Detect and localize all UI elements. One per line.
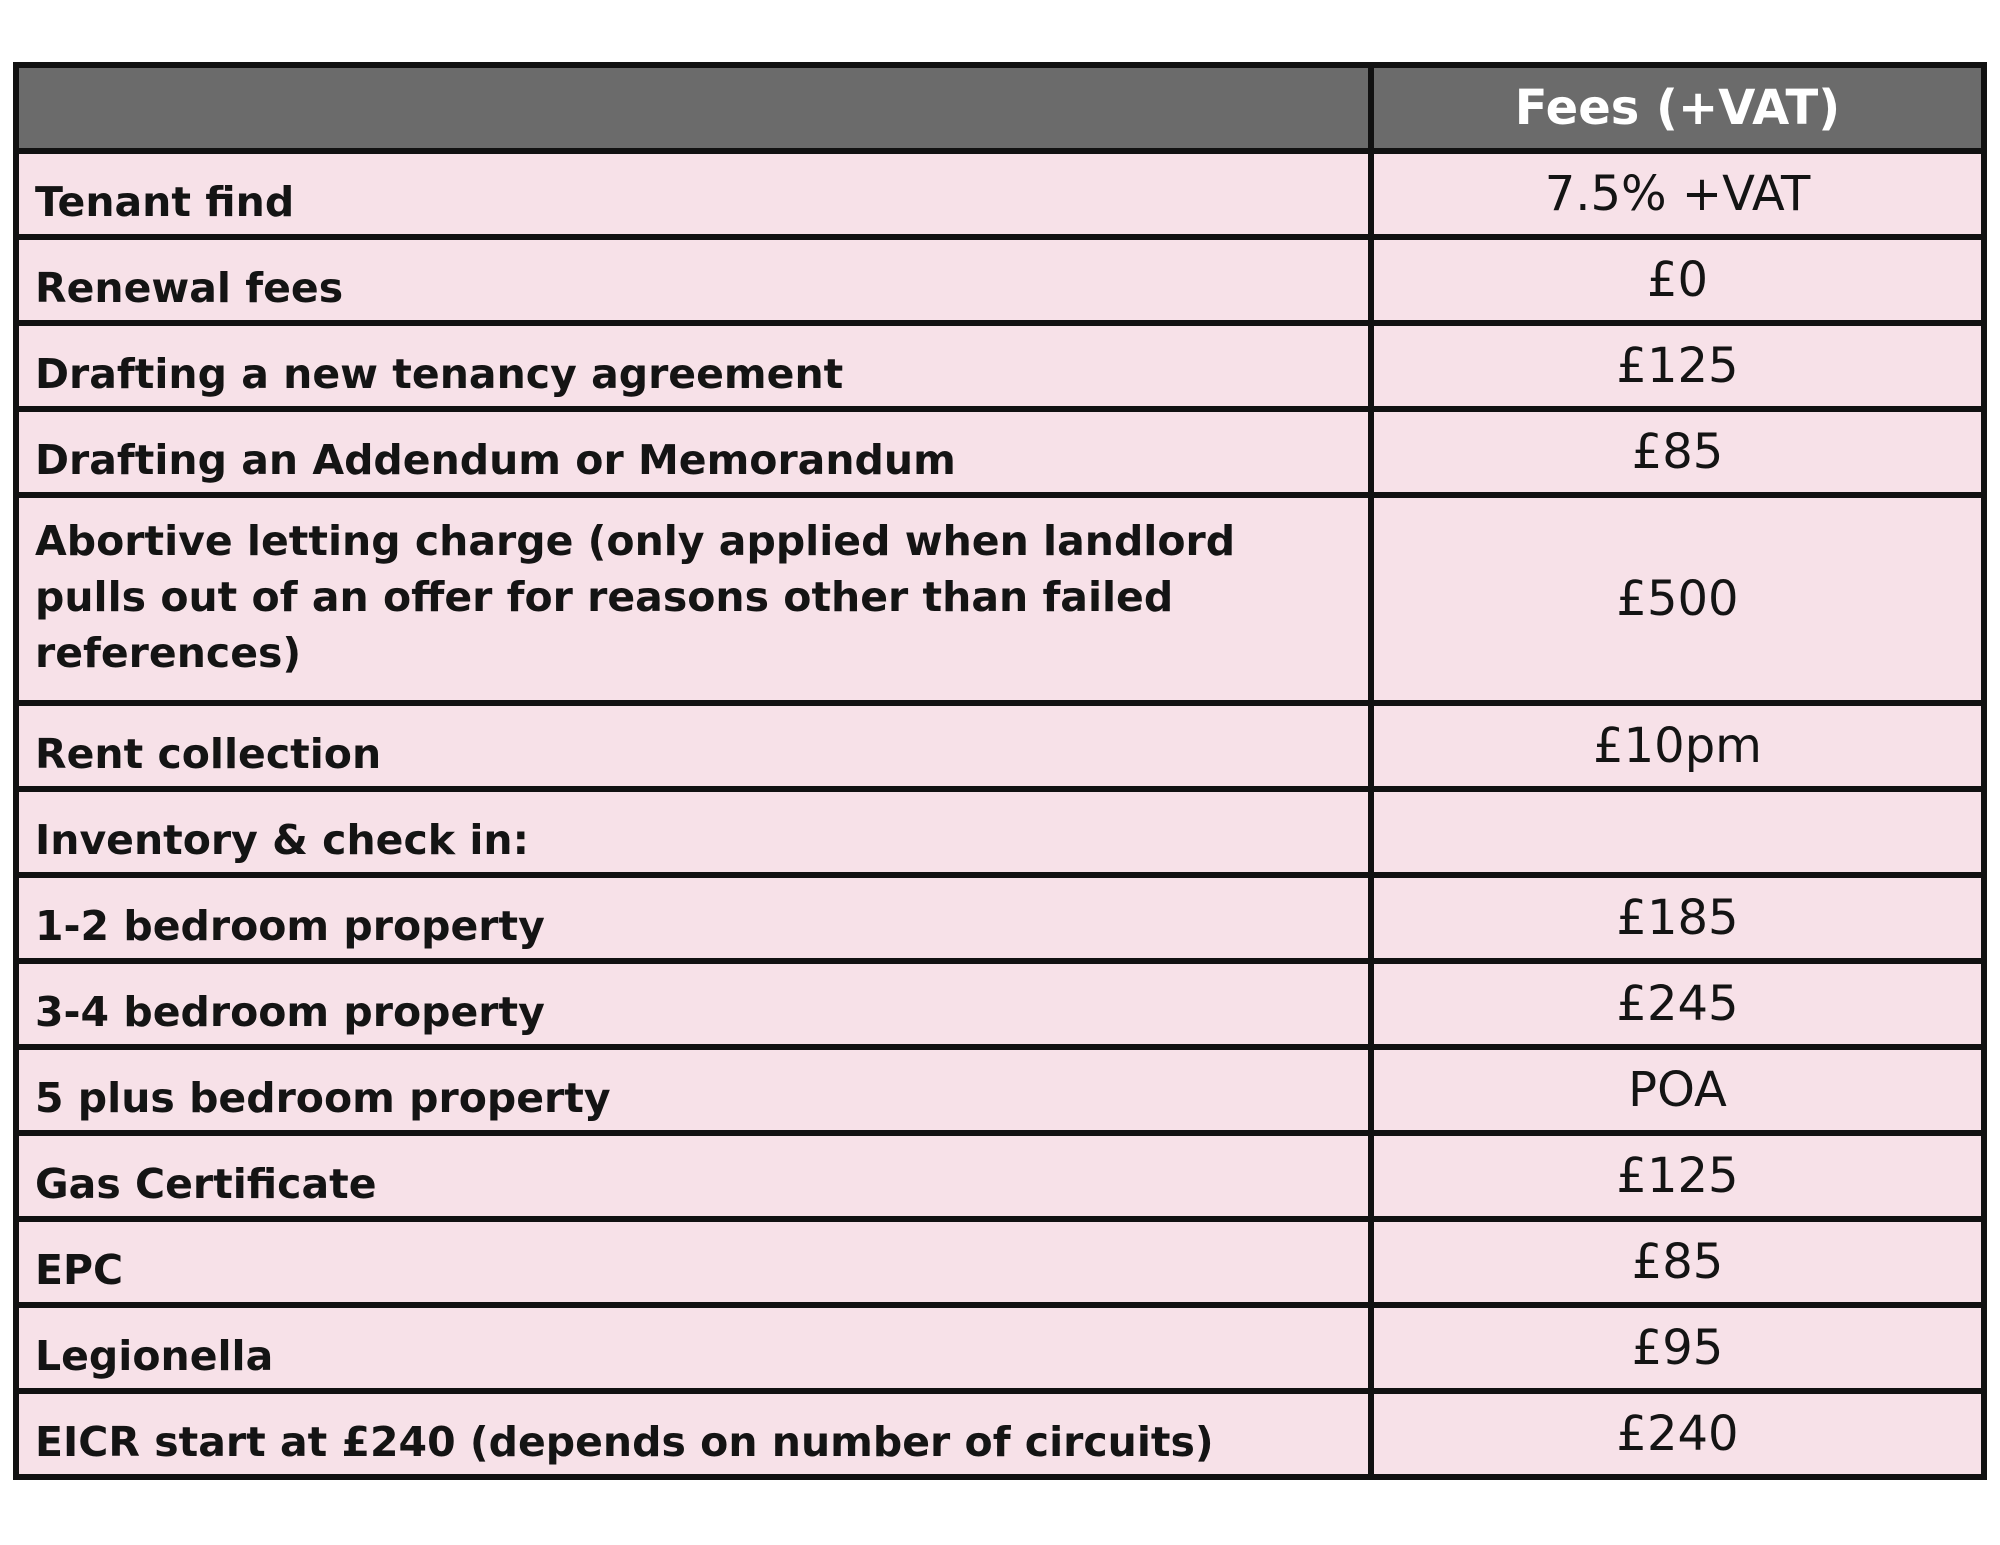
table-row [16, 875, 1984, 961]
table-row [16, 495, 1984, 703]
table-row [16, 1391, 1984, 1477]
service-cell: 5 plus bedroom property [16, 1047, 1371, 1133]
service-cell: Renewal fees [16, 237, 1371, 323]
fee-cell: 7.5% +VAT [1371, 151, 1984, 237]
table-row [16, 1219, 1984, 1305]
service-cell: EICR start at £240 (depends on number of circuits) [16, 1391, 1371, 1477]
service-cell: Rent collection [16, 703, 1371, 789]
service-cell: 1-2 bedroom property [16, 875, 1371, 961]
table-row [16, 1305, 1984, 1391]
fee-cell: £10pm [1371, 703, 1984, 789]
service-cell: Gas Certificate [16, 1133, 1371, 1219]
fee-column-header: Fees (+VAT) [1371, 65, 1984, 151]
service-cell: Tenant find [16, 151, 1371, 237]
fee-cell: £125 [1371, 1133, 1984, 1219]
fee-cell: £95 [1371, 1305, 1984, 1391]
service-column-header [16, 65, 1371, 151]
table-row [16, 1047, 1984, 1133]
fee-cell: POA [1371, 1047, 1984, 1133]
fee-cell: £240 [1371, 1391, 1984, 1477]
table-row [16, 409, 1984, 495]
fee-cell: £245 [1371, 961, 1984, 1047]
table-row [16, 237, 1984, 323]
fee-cell: £0 [1371, 237, 1984, 323]
fee-cell: £125 [1371, 323, 1984, 409]
table-row [16, 961, 1984, 1047]
table-row [16, 789, 1984, 875]
fee-cell: £85 [1371, 1219, 1984, 1305]
table-row [16, 1133, 1984, 1219]
fee-cell: £185 [1371, 875, 1984, 961]
fee-cell: £500 [1371, 495, 1984, 703]
table-row [16, 151, 1984, 237]
service-cell: Drafting a new tenancy agreement [16, 323, 1371, 409]
service-cell: Drafting an Addendum or Memorandum [16, 409, 1371, 495]
table-row [16, 703, 1984, 789]
fee-cell [1371, 789, 1984, 875]
service-cell: Abortive letting charge (only applied when landlord pulls out of an offer for reasons other than failed references) [16, 495, 1371, 703]
service-cell: Inventory & check in: [16, 789, 1371, 875]
table-row [16, 323, 1984, 409]
table-header-row [16, 65, 1984, 151]
service-cell: EPC [16, 1219, 1371, 1305]
service-cell: 3-4 bedroom property [16, 961, 1371, 1047]
fees-table [13, 62, 1987, 1480]
service-cell: Legionella [16, 1305, 1371, 1391]
fee-cell: £85 [1371, 409, 1984, 495]
